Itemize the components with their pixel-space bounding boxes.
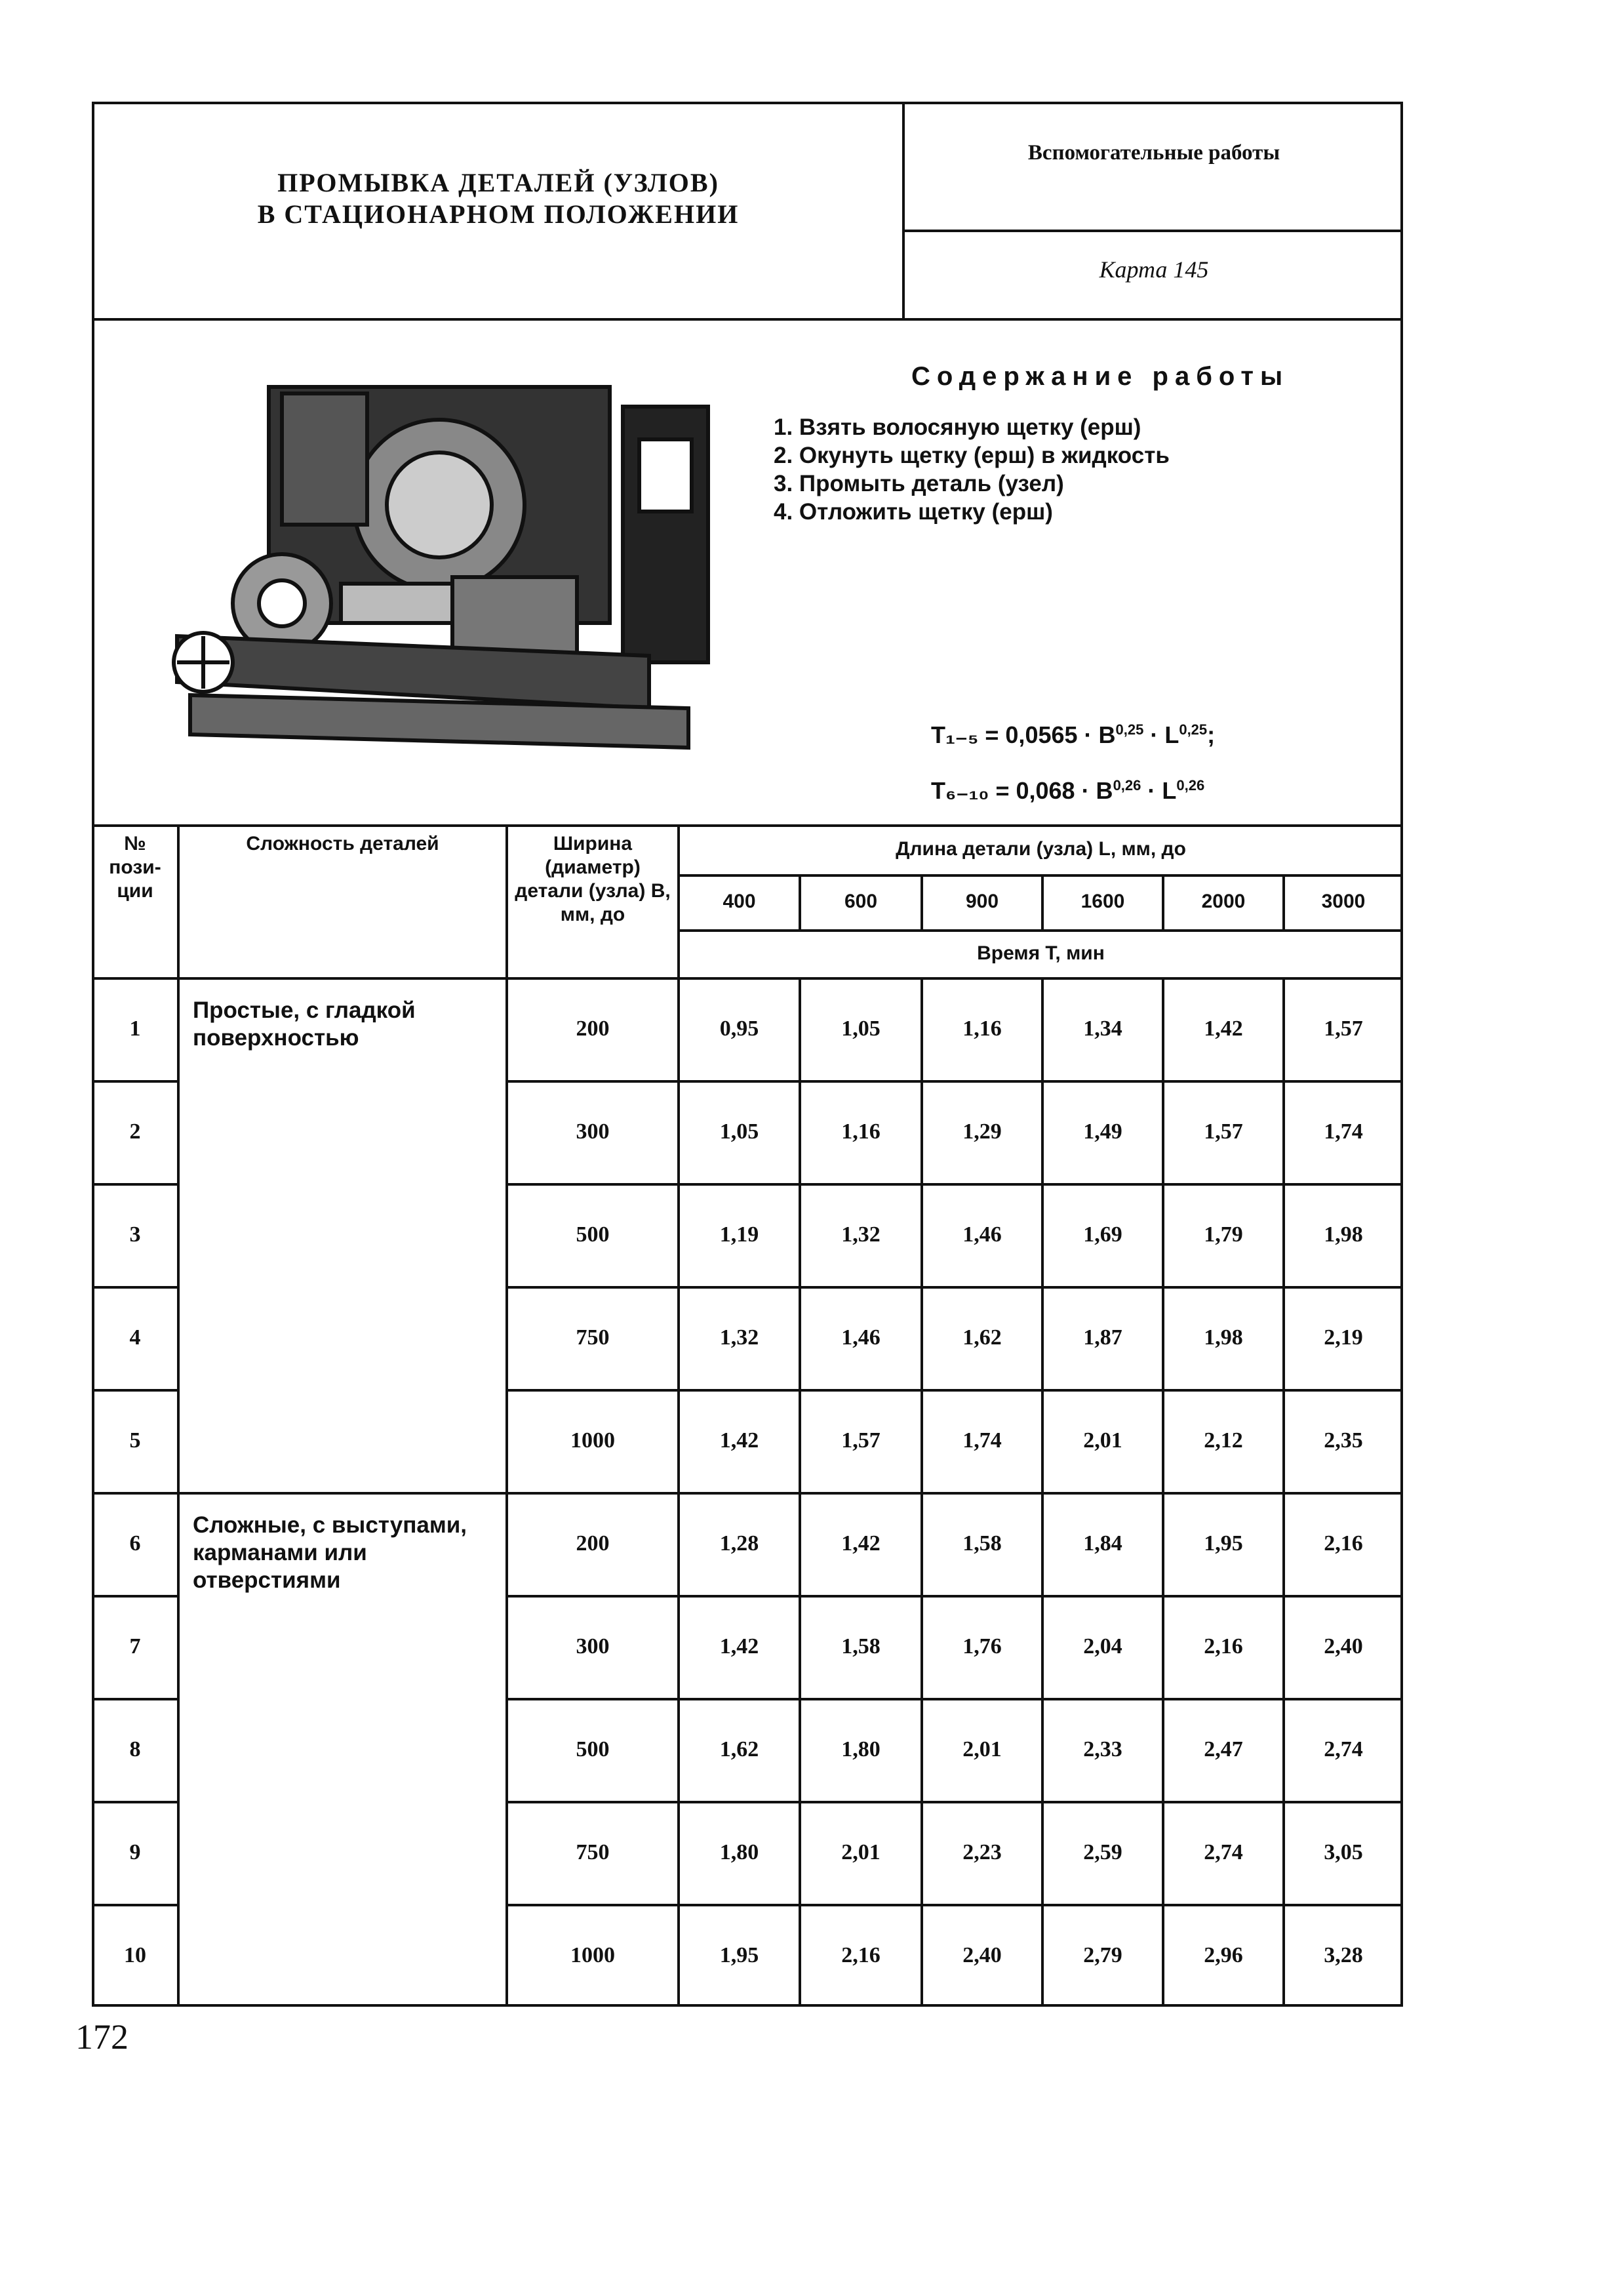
row-position: 6 [129, 1531, 141, 1556]
work-step: 2. Окунуть щетку (ерш) в жидкость [774, 443, 1170, 468]
time-value: 1,87 [1083, 1325, 1122, 1350]
row-width: 300 [576, 1119, 610, 1144]
formula-2-exp-b: 0,26 [1113, 777, 1141, 794]
work-step: 4. Отложить щетку (ерш) [774, 499, 1053, 525]
row-position: 9 [129, 1840, 141, 1864]
time-value: 1,28 [719, 1531, 759, 1556]
machine-illustration [151, 367, 721, 761]
time-value: 1,32 [841, 1222, 881, 1247]
time-value: 3,28 [1324, 1942, 1363, 1967]
time-value: 1,34 [1083, 1016, 1122, 1041]
time-value: 1,95 [719, 1942, 759, 1967]
header-position: № пози-ции [109, 833, 161, 902]
header-length-value: 600 [844, 891, 878, 912]
time-value: 1,16 [962, 1016, 1002, 1041]
page-number: 172 [75, 2017, 129, 2057]
row-position: 8 [129, 1737, 141, 1761]
time-value: 2,19 [1324, 1325, 1363, 1350]
time-value: 1,84 [1083, 1531, 1122, 1556]
time-value: 1,05 [841, 1016, 881, 1041]
time-value: 2,79 [1083, 1942, 1122, 1967]
formula-1-mid: · L [1143, 721, 1179, 748]
row-position: 3 [129, 1222, 141, 1247]
time-value: 2,59 [1083, 1840, 1122, 1864]
time-value: 2,40 [1324, 1634, 1363, 1659]
formula-1-exp-l: 0,25 [1179, 721, 1208, 738]
time-value: 1,29 [962, 1119, 1002, 1144]
time-value: 1,62 [962, 1325, 1002, 1350]
time-value: 1,57 [1324, 1016, 1363, 1041]
header-length-value: 3000 [1321, 891, 1366, 912]
header-bottom-rule [92, 318, 1403, 321]
time-value: 1,62 [719, 1737, 759, 1761]
formula-2-exp-l: 0,26 [1176, 777, 1205, 794]
time-value: 1,05 [719, 1119, 759, 1144]
time-value: 3,05 [1324, 1840, 1363, 1864]
work-steps-list [774, 413, 1170, 526]
header-divider [902, 102, 905, 319]
content-heading: Содержание работы [911, 362, 1290, 391]
motor-block [282, 393, 367, 525]
time-value: 2,04 [1083, 1634, 1122, 1659]
time-value: 2,16 [1324, 1531, 1363, 1556]
time-value: 1,98 [1324, 1222, 1363, 1247]
time-value: 2,47 [1204, 1737, 1243, 1761]
time-value: 1,49 [1083, 1119, 1122, 1144]
formula-1-end: ; [1207, 721, 1216, 748]
title-line-2: В СТАЦИОНАРНОМ ПОЛОЖЕНИИ [257, 199, 740, 229]
time-value: 1,76 [962, 1634, 1002, 1659]
formula-positions-1-5 [931, 721, 1215, 749]
row-width: 300 [576, 1634, 610, 1659]
time-value: 1,42 [719, 1634, 759, 1659]
time-value: 1,46 [841, 1325, 881, 1350]
formula-2-mid: · L [1141, 777, 1177, 804]
header-length-value: 400 [723, 891, 756, 912]
tailstock [452, 577, 577, 656]
formula-1-exp-b: 0,25 [1115, 721, 1144, 738]
time-value: 2,74 [1324, 1737, 1363, 1761]
time-value: 2,23 [962, 1840, 1002, 1864]
row-width: 750 [576, 1840, 610, 1864]
time-value: 1,42 [1204, 1016, 1243, 1041]
time-value: 1,74 [962, 1428, 1002, 1453]
formula-2-lhs: T₆₋₁₀ = 0,068 · B [931, 777, 1113, 804]
time-value: 1,69 [1083, 1222, 1122, 1247]
formula-1-lhs: T₁₋₅ = 0,0565 · B [931, 721, 1116, 748]
work-step: 3. Промыть деталь (узел) [774, 471, 1064, 496]
row-width: 500 [576, 1737, 610, 1761]
header-length-value: 1600 [1080, 891, 1125, 912]
page-title [95, 167, 901, 230]
spindle-face [387, 452, 492, 557]
card-number: Карта 145 [1099, 256, 1209, 283]
group-simple: Простые, с гладкой поверхностью [193, 997, 416, 1051]
work-step: 1. Взять волосяную щетку (ерш) [774, 414, 1141, 440]
row-width: 1000 [570, 1942, 615, 1967]
row-width: 200 [576, 1016, 610, 1041]
time-value: 2,01 [841, 1840, 881, 1864]
time-value: 1,57 [841, 1428, 881, 1453]
time-value: 2,96 [1204, 1942, 1243, 1967]
row-width: 500 [576, 1222, 610, 1247]
formula-positions-6-10 [931, 777, 1204, 805]
time-value: 1,19 [719, 1222, 759, 1247]
row-width: 200 [576, 1531, 610, 1556]
time-value: 2,01 [962, 1737, 1002, 1761]
time-value: 1,16 [841, 1119, 881, 1144]
time-value: 1,80 [841, 1737, 881, 1761]
header-complexity: Сложность деталей [246, 833, 439, 854]
category-label: Вспомогательные работы [1027, 141, 1280, 165]
time-value: 1,42 [719, 1428, 759, 1453]
time-value: 2,12 [1204, 1428, 1243, 1453]
time-value: 1,58 [962, 1531, 1002, 1556]
header-width: Ширина (диаметр) детали (узла) B, мм, до [515, 833, 671, 925]
time-value: 2,16 [1204, 1634, 1243, 1659]
cabinet-panel [639, 439, 692, 512]
row-position: 4 [129, 1325, 141, 1350]
title-line-1: ПРОМЫВКА ДЕТАЛЕЙ (УЗЛОВ) [277, 168, 719, 197]
header-length-value: 900 [965, 891, 999, 912]
time-value: 1,32 [719, 1325, 759, 1350]
time-value: 2,16 [841, 1942, 881, 1967]
table-group-rule [178, 1492, 507, 1495]
row-position: 5 [129, 1428, 141, 1453]
header-time: Время T, мин [977, 942, 1105, 964]
time-value: 1,98 [1204, 1325, 1243, 1350]
time-value: 2,33 [1083, 1737, 1122, 1761]
time-value: 2,35 [1324, 1428, 1363, 1453]
time-value: 1,80 [719, 1840, 759, 1864]
time-value: 1,74 [1324, 1119, 1363, 1144]
header-length-value: 2000 [1201, 891, 1246, 912]
row-position: 7 [129, 1634, 141, 1659]
time-value: 2,74 [1204, 1840, 1243, 1864]
time-value: 2,01 [1083, 1428, 1122, 1453]
time-value: 1,95 [1204, 1531, 1243, 1556]
time-value: 2,40 [962, 1942, 1002, 1967]
time-value: 1,57 [1204, 1119, 1243, 1144]
header-length: Длина детали (узла) L, мм, до [896, 838, 1186, 860]
group-complex: Сложные, с выступами, карманами или отверстиями [193, 1512, 467, 1593]
chuck-center [259, 580, 305, 626]
row-width: 1000 [570, 1428, 615, 1453]
time-value: 1,58 [841, 1634, 881, 1659]
row-position: 10 [124, 1942, 146, 1967]
time-value: 0,95 [719, 1016, 759, 1041]
header-mid-rule [902, 230, 1403, 232]
row-position: 1 [129, 1016, 141, 1041]
time-value: 1,42 [841, 1531, 881, 1556]
row-width: 750 [576, 1325, 610, 1350]
time-value: 1,46 [962, 1222, 1002, 1247]
row-position: 2 [129, 1119, 141, 1144]
time-value: 1,79 [1204, 1222, 1243, 1247]
